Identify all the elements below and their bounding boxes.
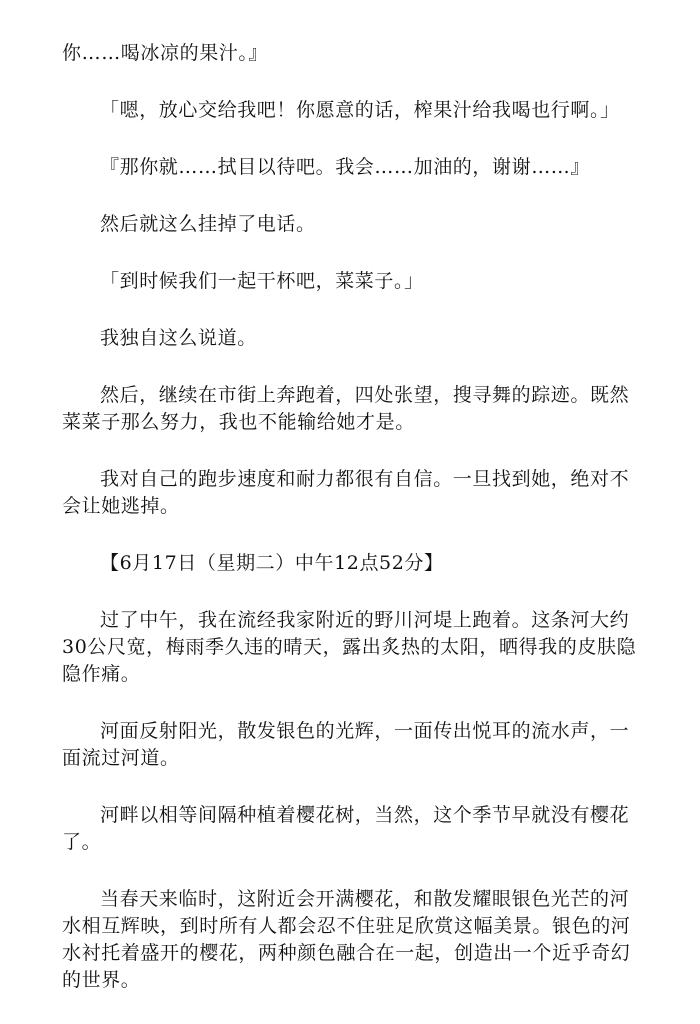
paragraph-narration-6: 河面反射阳光，散发银色的光辉，一面传出悦耳的流水声，一面流过河道。	[62, 720, 630, 769]
paragraph-narration-4: 我对自己的跑步速度和耐力都很有自信。一旦找到她，绝对不会让她逃掉。	[62, 468, 630, 517]
paragraph-narration-8: 当春天来临时，这附近会开满樱花，和散发耀眼银色光芒的河水相互辉映，到时所有人都会忍不住驻足欣赏这幅美景。银色的河水衬托着盛开的樱花，两种颜色融合在一起，创造出一个近乎奇幻的世界。	[62, 888, 631, 991]
document-page	[62, 40, 642, 1024]
paragraph-continuation: 你……喝冰凉的果汁。』	[62, 42, 269, 64]
paragraph-narration-1: 然后就这么挂掉了电话。	[100, 213, 316, 235]
paragraph-dialogue-2: 『那你就……拭目以待吧。我会……加油的，谢谢……』	[100, 156, 591, 178]
section-timestamp-heading: 【6月17日（星期二）中午12点52分】	[100, 552, 444, 574]
paragraph-dialogue-3: 「到时候我们一起干杯吧，菜菜子。」	[100, 270, 424, 292]
paragraph-narration-3: 然后，继续在市街上奔跑着，四处张望，搜寻舞的踪迹。既然菜菜子那么努力，我也不能输给她才是。	[62, 384, 630, 433]
paragraph-narration-7: 河畔以相等间隔种植着樱花树，当然，这个季节早就没有樱花了。	[62, 804, 630, 853]
paragraph-narration-2: 我独自这么说道。	[100, 327, 257, 349]
paragraph-narration-5: 过了中午，我在流经我家附近的野川河堤上跑着。这条河大约30公尺宽，梅雨季久违的晴天，露出炙热的太阳，晒得我的皮肤隐隐作痛。	[62, 609, 637, 685]
paragraph-dialogue-1: 「嗯，放心交给我吧！你愿意的话，榨果汁给我喝也行啊。」	[100, 99, 620, 121]
